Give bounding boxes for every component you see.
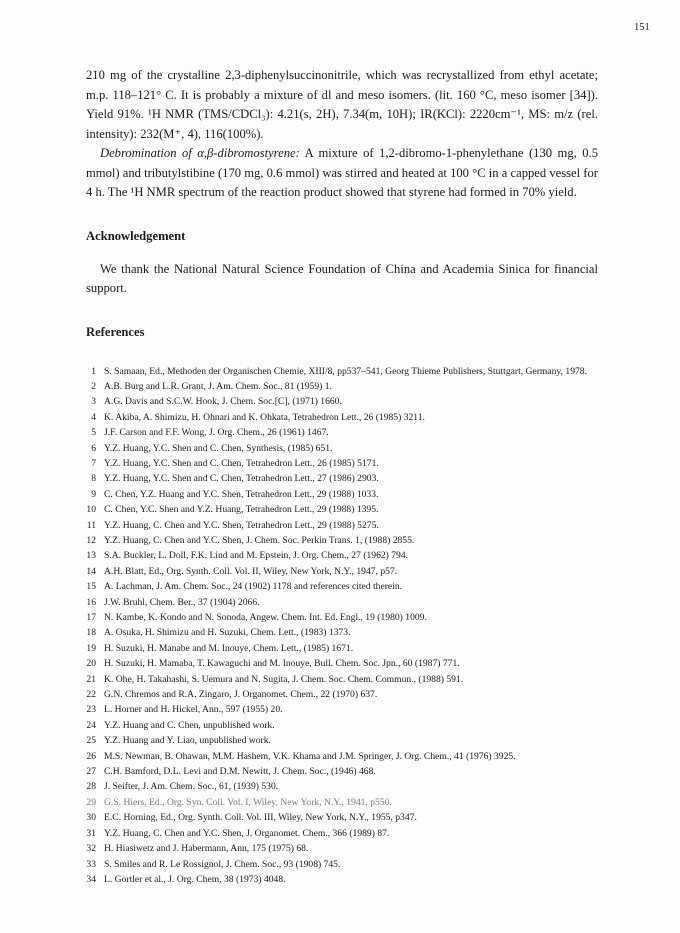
reference-number: 6 (91, 442, 96, 454)
reference-text: Y.Z. Huang, Y.C. Shen and C. Chen, Tetrahedron Lett., 26 (1985) 5171. (104, 457, 379, 469)
reference-text: C. Chen, Y.C. Shen and Y.Z. Huang, Tetrahedron Lett., 29 (1988) 1395. (104, 504, 379, 516)
reference-number: 1 (91, 365, 96, 377)
reference-text: H. Suzuki, H. Manabe and M. Inouye, Chem. Lett., (1985) 1671. (104, 642, 354, 654)
reference-item (84, 872, 598, 887)
reference-text: K. Ohe, H. Takahashi, S. Uemura and N. Sugita, J. Chem. Soc. Chem. Commun., (1988) 591. (104, 673, 464, 685)
method-title: Debromination of α,β-dibromostyrene: (100, 146, 300, 160)
reference-item (84, 641, 598, 656)
reference-text: A.G. Davis and S.C.W. Hook, J. Chem. Soc.[C], (1971) 1660. (104, 396, 342, 408)
reference-number: 17 (86, 612, 96, 623)
reference-text: E.C. Horning, Ed., Org. Synth. Coll. Vol. III, Wiley, New York, N.Y., 1955, p347. (104, 812, 417, 824)
reference-number: 10 (86, 504, 96, 516)
reference-item (84, 810, 598, 825)
reference-item (84, 564, 598, 579)
reference-item (84, 625, 598, 640)
reference-item (84, 471, 598, 486)
reference-item (84, 610, 598, 625)
reference-number: 11 (86, 519, 96, 531)
reference-item (84, 518, 598, 533)
reference-text: S. Smiles and R. Le Rossignol, J. Chem. Soc., 93 (1908) 745. (104, 858, 341, 870)
page-number: 151 (634, 22, 650, 33)
reference-number: 19 (86, 642, 96, 654)
reference-item (84, 764, 598, 779)
reference-text: Y.Z. Huang, Y.C. Shen and C. Chen, Synthesis, (1985) 651. (104, 442, 333, 454)
reference-text: G.S. Hiers, Ed., Org. Syn. Coll. Vol. I, Wiley, New York, N.Y., 1941, p550. (104, 796, 392, 808)
reference-item (84, 379, 598, 394)
reference-item (84, 656, 598, 671)
reference-number: 25 (86, 735, 96, 747)
reference-item (84, 487, 598, 502)
reference-number: 23 (86, 704, 96, 716)
references-list (86, 364, 598, 888)
reference-item (84, 579, 598, 594)
reference-item (84, 749, 598, 764)
reference-text: Y.Z. Huang and Y. Liao, unpublished work. (104, 735, 271, 747)
reference-number: 3 (91, 396, 96, 408)
reference-item (84, 456, 598, 471)
reference-number: 20 (86, 658, 96, 670)
reference-item (84, 533, 598, 548)
reference-number: 5 (91, 427, 96, 439)
reference-item (84, 548, 598, 563)
page-content (86, 66, 598, 887)
reference-number: 24 (86, 719, 96, 731)
reference-text: L. Horner and H. Hickel, Ann., 597 (1955) 20. (104, 704, 283, 716)
reference-item (84, 502, 598, 517)
reference-item (84, 364, 598, 379)
reference-number: 29 (86, 796, 96, 808)
reference-number: 7 (91, 457, 96, 469)
reference-text: N. Kambe, K. Kondo and N. Sonoda, Angew. Chem. Int. Ed. Engl., 19 (1980) 1009. (104, 612, 427, 623)
reference-text: H. Hiasiwetz and J. Habermann, Ann, 175 (1975) 68. (104, 843, 309, 855)
reference-text: C. Chen, Y.Z. Huang and Y.C. Shen, Tetrahedron Lett., 29 (1988) 1033. (104, 488, 379, 500)
reference-text: A.B. Burg and L.R. Grant, J. Am. Chem. Soc., 81 (1959) 1. (104, 380, 332, 392)
reference-number: 2 (91, 380, 96, 392)
reference-number: 9 (91, 488, 96, 500)
reference-text: A. Lachman, J. Am. Chem. Soc., 24 (1902) 1178 and references cited therein. (104, 581, 403, 593)
reference-text: J. Seifter, J. Am. Chem. Soc., 61, (1939) 530. (104, 781, 279, 793)
reference-item (84, 702, 598, 717)
reference-number: 28 (86, 781, 96, 793)
references-heading: References (86, 324, 145, 339)
reference-item (84, 779, 598, 794)
reference-item (84, 841, 598, 856)
reference-text: M.S. Newman, B. Ohawan, M.M. Hashem, V.K. Khama and J.M. Springer, J. Org. Chem., 41 (1976) 3925. (104, 750, 516, 762)
reference-number: 22 (86, 689, 96, 701)
reference-text: G.N. Chremos and R.A. Zingaro, J. Organomet. Chem., 22 (1970) 637. (104, 689, 378, 701)
reference-text: Y.Z. Huang, C. Chen and Y.C. Shen, J. Chem. Soc. Perkin Trans. 1, (1988) 2855. (104, 534, 415, 546)
reference-text: S. Samaan, Ed., Methoden der Organischen Chemie, XIII/8, pp537–541, Georg Thieme Publishers, Stuttgart, Germany, 1978. (104, 365, 587, 377)
reference-number: 33 (86, 858, 96, 870)
reference-number: 13 (86, 550, 96, 562)
reference-text: C.H. Bamford, D.L. Levi and D.M. Newitt, J. Chem. Soc., (1946) 468. (104, 766, 376, 778)
reference-item (84, 441, 598, 456)
reference-item (84, 394, 598, 409)
reference-number: 30 (86, 812, 96, 824)
reference-item (84, 672, 598, 687)
reference-number: 31 (86, 827, 96, 839)
reference-item (84, 718, 598, 733)
experimental-paragraph-1: 210 mg of the crystalline 2,3-diphenylsuccinonitrile, which was recrystallized from ethyl acetate; m.p. 118–121° C. It is probably a mixture of dl and meso isomers. (lit. 160 °C, meso isomer [34]). Yield 91%. ¹H NMR (TMS/CDCl₃): 4.21(s, 2H), 7.34(m, 10H); IR(KCl): 2220cm⁻¹, MS: m/z (rel. intensity): 232(M⁺, 4), 116(100%). (86, 68, 598, 141)
reference-text: Y.Z. Huang, C. Chen and Y.C. Shen, Tetrahedron Lett., 29 (1988) 5275. (104, 519, 379, 531)
reference-number: 32 (86, 843, 96, 855)
reference-number: 4 (91, 411, 96, 423)
reference-item (84, 857, 598, 872)
reference-text: Y.Z. Huang and C. Chen, unpublished work. (104, 719, 275, 731)
reference-text: A. Osuka, H. Shimizu and H. Suzuki, Chem. Lett., (1983) 1373. (104, 627, 351, 639)
reference-item (84, 826, 598, 841)
reference-text: J.F. Carson and F.F. Wong, J. Org. Chem., 26 (1961) 1467. (104, 427, 329, 439)
reference-number: 16 (86, 596, 96, 608)
reference-item (84, 410, 598, 425)
reference-text: A.H. Blatt, Ed., Org. Synth. Coll. Vol. II, Wiley, New York, N.Y., 1947, p57. (104, 565, 398, 577)
experimental-paragraph-2 (86, 144, 598, 203)
reference-text: K. Akiba, A. Shimizu, H. Ohnari and K. Ohkata, Tetrahedron Lett., 26 (1985) 3211. (104, 411, 425, 423)
reference-number: 27 (86, 766, 96, 778)
reference-number: 12 (86, 534, 96, 546)
reference-number: 15 (86, 581, 96, 593)
reference-number: 34 (86, 873, 96, 885)
reference-text: S.A. Buckler, L. Doll, F.K. Lind and M. Epstein, J. Org. Chem., 27 (1962) 794. (104, 550, 409, 562)
reference-text: H. Suzuki, H. Mamaba, T. Kawaguchi and M. Inouye, Bull. Chem. Soc. Jpn., 60 (1987) 771. (104, 658, 460, 670)
reference-item (84, 595, 598, 610)
reference-number: 26 (86, 750, 96, 762)
reference-text: L. Gortler et al., J. Org. Chem, 38 (1973) 4048. (104, 873, 286, 885)
reference-item (84, 733, 598, 748)
reference-item (84, 795, 598, 810)
reference-number: 14 (86, 565, 96, 577)
reference-text: Y.Z. Huang, Y.C. Shen and C. Chen, Tetrahedron Lett., 27 (1986) 2903. (104, 473, 379, 485)
reference-text: J.W. Bruhl, Chem. Ber., 37 (1904) 2066. (104, 596, 260, 608)
method-body: A mixture of 1,2-dibromo-1-phenylethane (130 mg, 0.5 mmol) and tributylstibine (170 mg, 0.6 mmol) was stirred and heated at 100 °C in a capped vessel for 4 h. The ¹H NMR spectrum of the reaction product showed that styrene had formed in 70% yield. (86, 146, 598, 199)
reference-item (84, 425, 598, 440)
acknowledgement-heading: Acknowledgement (86, 228, 186, 243)
reference-number: 8 (91, 473, 96, 485)
reference-number: 21 (86, 673, 96, 685)
reference-text: Y.Z. Huang, C. Chen and Y.C. Shen, J. Organomet. Chem., 366 (1989) 87. (104, 827, 390, 839)
reference-item (84, 687, 598, 702)
reference-number: 18 (86, 627, 96, 639)
acknowledgement-text: We thank the National Natural Science Foundation of China and Academia Sinica for financial support. (86, 261, 598, 295)
